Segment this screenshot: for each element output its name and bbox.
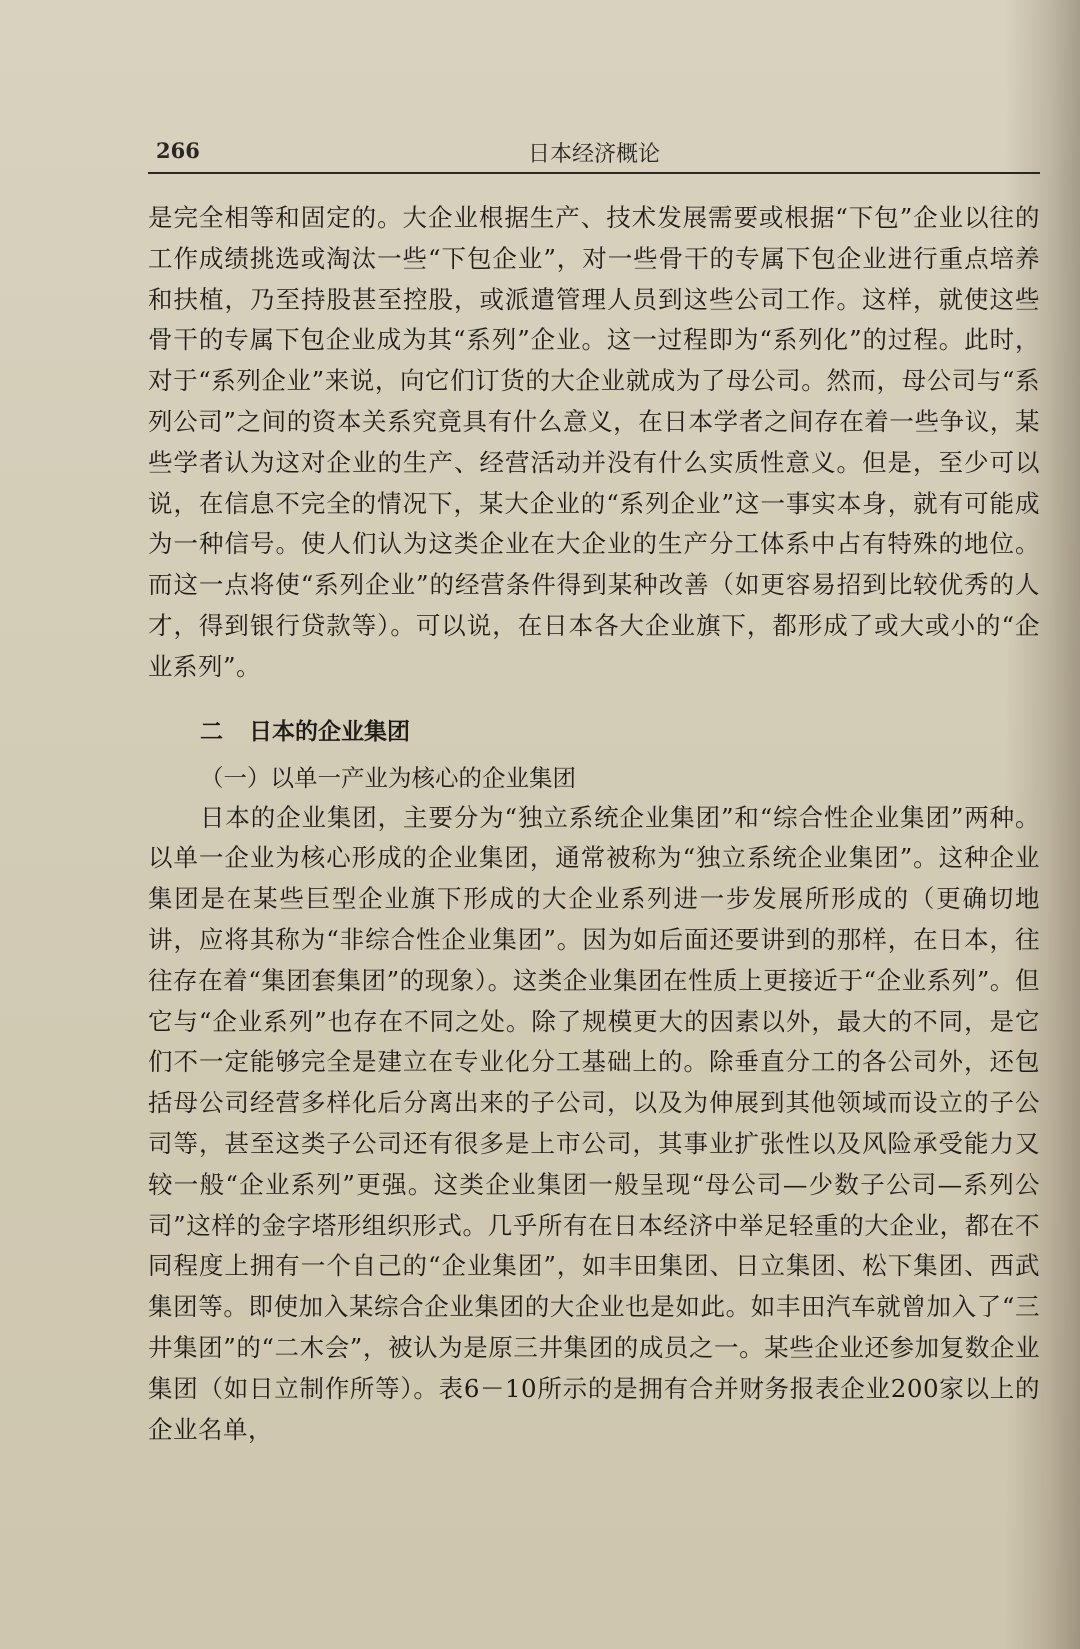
section-number: 二 — [200, 718, 223, 745]
section-title: 日本的企业集团 — [249, 718, 410, 745]
paragraph-enterprise-groups: 日本的企业集团，主要分为“独立系统企业集团”和“综合性企业集团”两种。以单一企业为核心形成的企业集团，通常被称为“独立系统企业集团”。这种企业集团是在某些巨型企业旗下形成的大企业系列进一步发展所形成的（更确切地讲，应将其称为“非综合性企业集团”。因为如后面还要讲到的那样，在日本，往往存在着“集团套集团”的现象）。这类企业集团在性质上更接近于“企业系列”。但它与“企业系列”也存在不同之处。除了规模更大的因素以外，最大的不同，是它们不一定能够完全是建立在专业化分工基础上的。除垂直分工的各公司外，还包括母公司经营多样化后分离出来的子公司，以及为伸展到其他领域而设立的子公司等，甚至这类子公司还有很多是上市公司，其事业扩张性以及风险承受能力又较一般“企业系列”更强。这类企业集团一般呈现“母公司—少数子公司—系列公司”这样的金字塔形组织形式。几乎所有在日本经济中举足轻重的大企业，都在不同程度上拥有一个自己的“企业集团”，如丰田集团、日立集团、松下集团、西武集团等。即使加入某综合企业集团的大企业也是如此。如丰田汽车就曾加入了“三井集团”的“二木会”，被认为是原三井集团的成员之一。某些企业还参加复数企业集团（如日立制作所等）。表6－10所示的是拥有合并财务报表企业200家以上的企业名单， — [148, 802, 1040, 1444]
section-heading — [148, 712, 1040, 752]
subsection-heading: （一）以单一产业为核心的企业集团 — [200, 763, 576, 792]
page-body — [148, 198, 1040, 1450]
page-number: 266 — [156, 138, 200, 163]
paragraph-continued: 是完全相等和固定的。大企业根据生产、技术发展需要或根据“下包”企业以往的工作成绩挑选或淘汰一些“下包企业”，对一些骨干的专属下包企业进行重点培养和扶植，乃至持股甚至控股，或派遣管理人员到这些公司工作。这样，就使这些骨干的专属下包企业成为其“系列”企业。这一过程即为“系列化”的过程。此时，对于“系列企业”来说，向它们订货的大企业就成为了母公司。然而，母公司与“系列公司”之间的资本关系究竟具有什么意义，在日本学者之间存在着一些争议，某些学者认为这对企业的生产、经营活动并没有什么实质性意义。但是，至少可以说，在信息不完全的情况下，某大企业的“系列企业”这一事实本身，就有可能成为一种信号。使人们认为这类企业在大企业的生产分工体系中占有特殊的地位。而这一点将使“系列企业”的经营条件得到某种改善（如更容易招到比较优秀的人才，得到银行贷款等）。可以说，在日本各大企业旗下，都形成了或大或小的“企业系列”。 — [148, 203, 1040, 681]
page-header — [148, 128, 1040, 174]
running-title: 日本经济概论 — [527, 142, 660, 167]
